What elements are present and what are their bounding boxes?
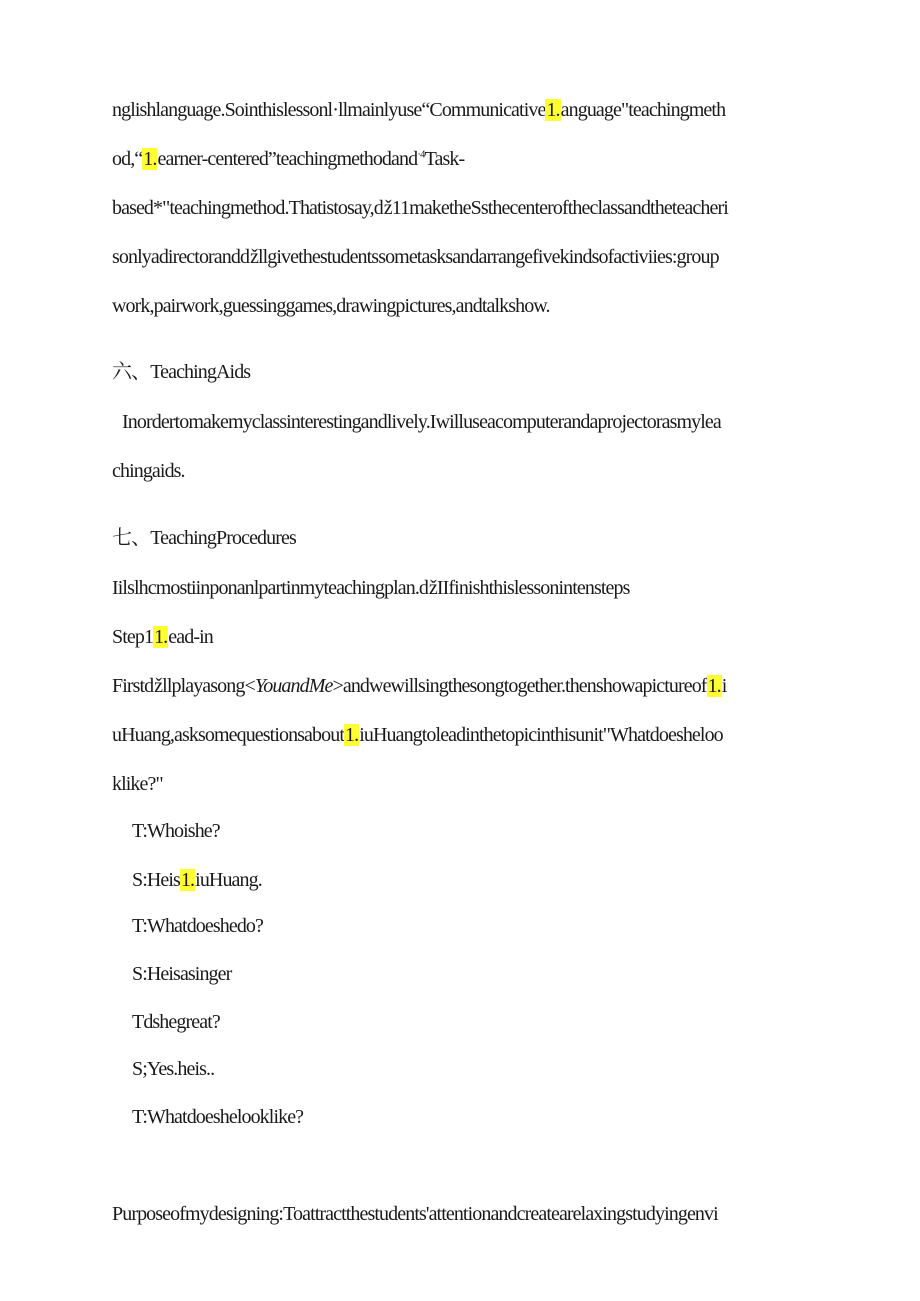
para1-line-2 bbox=[112, 147, 464, 171]
step1-line-3: klike?" bbox=[112, 773, 163, 795]
text-span: Firstǆllplayasong< bbox=[112, 675, 255, 697]
highlighted-text: 1. bbox=[345, 724, 359, 746]
text-span: iuHuang. bbox=[195, 869, 262, 891]
section6-line-2: chingaids. bbox=[112, 460, 185, 482]
text-span: Step1 bbox=[112, 626, 154, 648]
song-title: YouandMe bbox=[254, 675, 333, 697]
step1-heading bbox=[112, 625, 213, 649]
highlighted-text: 1. bbox=[154, 626, 168, 648]
highlighted-text: 1. bbox=[707, 675, 721, 697]
dialogue-line-1: T:Whoishe? bbox=[132, 820, 220, 842]
section-heading-teaching-procedures: 七、TeachingProcedures bbox=[112, 527, 296, 549]
section7-intro: Iilslhcmostiinponanlpartinmyteachingplan.ǆIIfinishthislessonintensteps bbox=[112, 577, 630, 599]
text-span: uHuang,asksomequestionsabout bbox=[112, 724, 344, 746]
para1-line-5: work,pairwork,guessinggames,drawingpictures,andtalkshow. bbox=[112, 295, 550, 317]
text-span: i bbox=[721, 675, 727, 697]
superscript-mark: ·4 bbox=[417, 148, 425, 161]
step1-line-2 bbox=[112, 723, 723, 747]
dialogue-line-6: S;Yes.heis.. bbox=[132, 1058, 215, 1080]
step1-line-1 bbox=[112, 674, 726, 698]
text-span: ead-in bbox=[168, 626, 213, 648]
highlighted-text: 1. bbox=[143, 148, 157, 170]
highlighted-text: 1. bbox=[546, 99, 560, 121]
text-span: S:Heis bbox=[132, 869, 180, 891]
text-span: od,“ bbox=[112, 148, 143, 170]
para1-line-3: based*"teachingmethod.Thatistosay,ǆ11maketheSsthecenteroftheclassandtheteacheri bbox=[112, 197, 728, 219]
section6-line-1: Inordertomakemyclassinterestingandlively.Iwilluseacomputerandaprojectorasmylea bbox=[122, 411, 721, 433]
dialogue-line-4: S:Heisasinger bbox=[132, 963, 232, 985]
text-span: earner-centered”teachingmethodand bbox=[157, 148, 418, 170]
para1-line-4: sonlyadirectorandǆllgivethestudentssometasksandarrangefivekindsofactiviies:group bbox=[112, 246, 719, 268]
dialogue-line-3: T:Whatdoeshedo? bbox=[132, 915, 264, 937]
dialogue-line-2 bbox=[132, 868, 262, 892]
text-span: Task- bbox=[424, 148, 465, 170]
text-span: nglishlanguage.Sointhislessonl·llmainlyuse“Communicative bbox=[112, 99, 546, 121]
text-span: iuHuangtoleadinthetopicinthisunit"Whatdoesheloo bbox=[359, 724, 723, 746]
dialogue-line-5: Tdshegreat? bbox=[132, 1011, 220, 1033]
text-span: anguage"teachingmeth bbox=[560, 99, 726, 121]
highlighted-text: 1. bbox=[180, 869, 195, 891]
para1-line-1 bbox=[112, 98, 725, 122]
purpose-line: Purposeofmydesigning:Toattractthestudents'attentionandcreatearelaxingstudyingenvi bbox=[112, 1203, 718, 1225]
dialogue-line-7: T:Whatdoeshelooklike? bbox=[132, 1106, 304, 1128]
section-heading-teaching-aids: 六、TeachingAids bbox=[112, 361, 251, 383]
text-span: >andwewillsingthesongtogether.thenshowapictureof bbox=[332, 675, 707, 697]
